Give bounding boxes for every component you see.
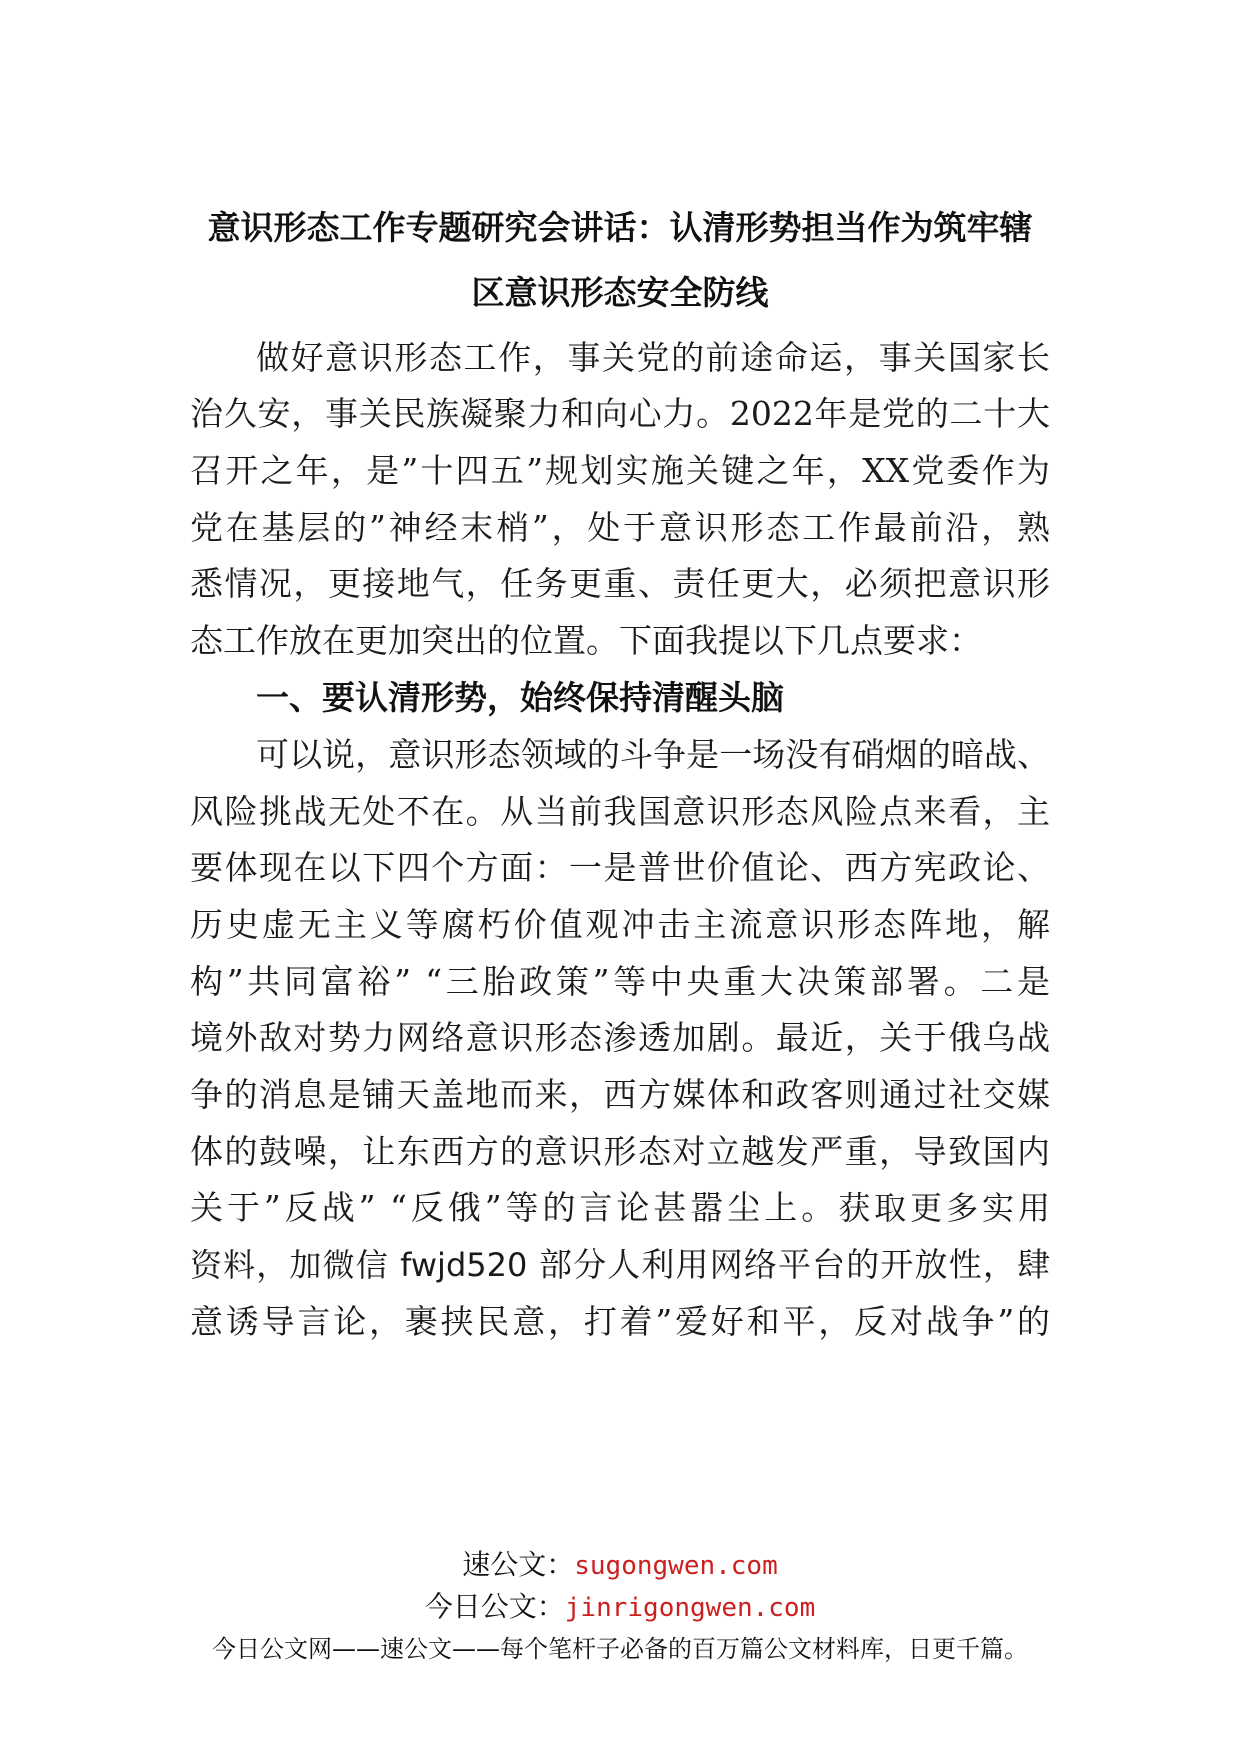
intro-line-6: 态工作放在更加突出的位置。下面我提以下几点要求： bbox=[190, 621, 982, 660]
section-1-line-9 bbox=[190, 1186, 1050, 1230]
intro-line-1: 做好意识形态工作，事关党的前途命运，事关国家长 bbox=[256, 338, 1050, 377]
intro-line-3: 召开之年，是”十四五”规划实施关键之年，XX党委作为 bbox=[190, 451, 1050, 490]
section-1-line-10 bbox=[190, 1243, 1050, 1287]
promo-text-segment: 获取更多实用 bbox=[838, 1189, 1050, 1227]
footer-line-1 bbox=[0, 1548, 1240, 1582]
document-title-line-1: 意识形态工作专题研究会讲话：认清形势担当作为筑牢辖 bbox=[207, 208, 1033, 247]
section-1-line-11: 意诱导言论，裹挟民意，打着”爱好和平，反对战争”的 bbox=[190, 1302, 1050, 1341]
promo-wechat-segment: 资料，加微信 fwjd520 bbox=[190, 1246, 528, 1284]
footer-label-sugongwen: 速公文： bbox=[462, 1548, 575, 1581]
section-1-line-2: 风险挑战无处不在。从当前我国意识形态风险点来看，主 bbox=[190, 792, 1050, 831]
body-text-segment: 部分人利用网络平台的开放性，肆 bbox=[538, 1245, 1050, 1284]
section-1-line-5: 构”共同富裕” “三胎政策”等中央重大决策部署。二是 bbox=[190, 962, 1050, 1001]
body-text-segment: 关于”反战” “反俄”等的言论甚嚣尘上。 bbox=[190, 1188, 839, 1227]
section-1-line-1: 可以说，意识形态领域的斗争是一场没有硝烟的暗战、 bbox=[256, 735, 1050, 774]
section-1-line-3: 要体现在以下四个方面：一是普世价值论、西方宪政论、 bbox=[190, 848, 1050, 887]
footer-link-jinrigongwen[interactable]: jinrigongwen.com bbox=[564, 1593, 816, 1623]
section-1-heading: 一、要认清形势，始终保持清醒头脑 bbox=[256, 678, 784, 717]
section-1-line-7: 争的消息是铺天盖地而来，西方媒体和政客则通过社交媒 bbox=[190, 1075, 1050, 1114]
intro-line-2: 治久安，事关民族凝聚力和向心力。2022年是党的二十大 bbox=[190, 394, 1050, 433]
footer-label-jinrigongwen: 今日公文： bbox=[424, 1590, 565, 1623]
intro-line-5: 悉情况，更接地气，任务更重、责任更大，必须把意识形 bbox=[190, 564, 1050, 603]
document-title-line-2: 区意识形态安全防线 bbox=[471, 273, 769, 312]
footer-link-sugongwen[interactable]: sugongwen.com bbox=[574, 1551, 778, 1581]
footer-line-2 bbox=[0, 1590, 1240, 1624]
section-1-line-6: 境外敌对势力网络意识形态渗透加剧。最近，关于俄乌战 bbox=[190, 1018, 1050, 1057]
intro-line-4: 党在基层的”神经末梢”，处于意识形态工作最前沿，熟 bbox=[190, 508, 1050, 547]
section-1-line-4: 历史虚无主义等腐朽价值观冲击主流意识形态阵地，解 bbox=[190, 905, 1050, 944]
footer-tagline: 今日公文网——速公文——每个笔杆子必备的百万篇公文材料库，日更千篇。 bbox=[212, 1635, 1028, 1663]
section-1-line-8: 体的鼓噪，让东西方的意识形态对立越发严重，导致国内 bbox=[190, 1132, 1050, 1171]
